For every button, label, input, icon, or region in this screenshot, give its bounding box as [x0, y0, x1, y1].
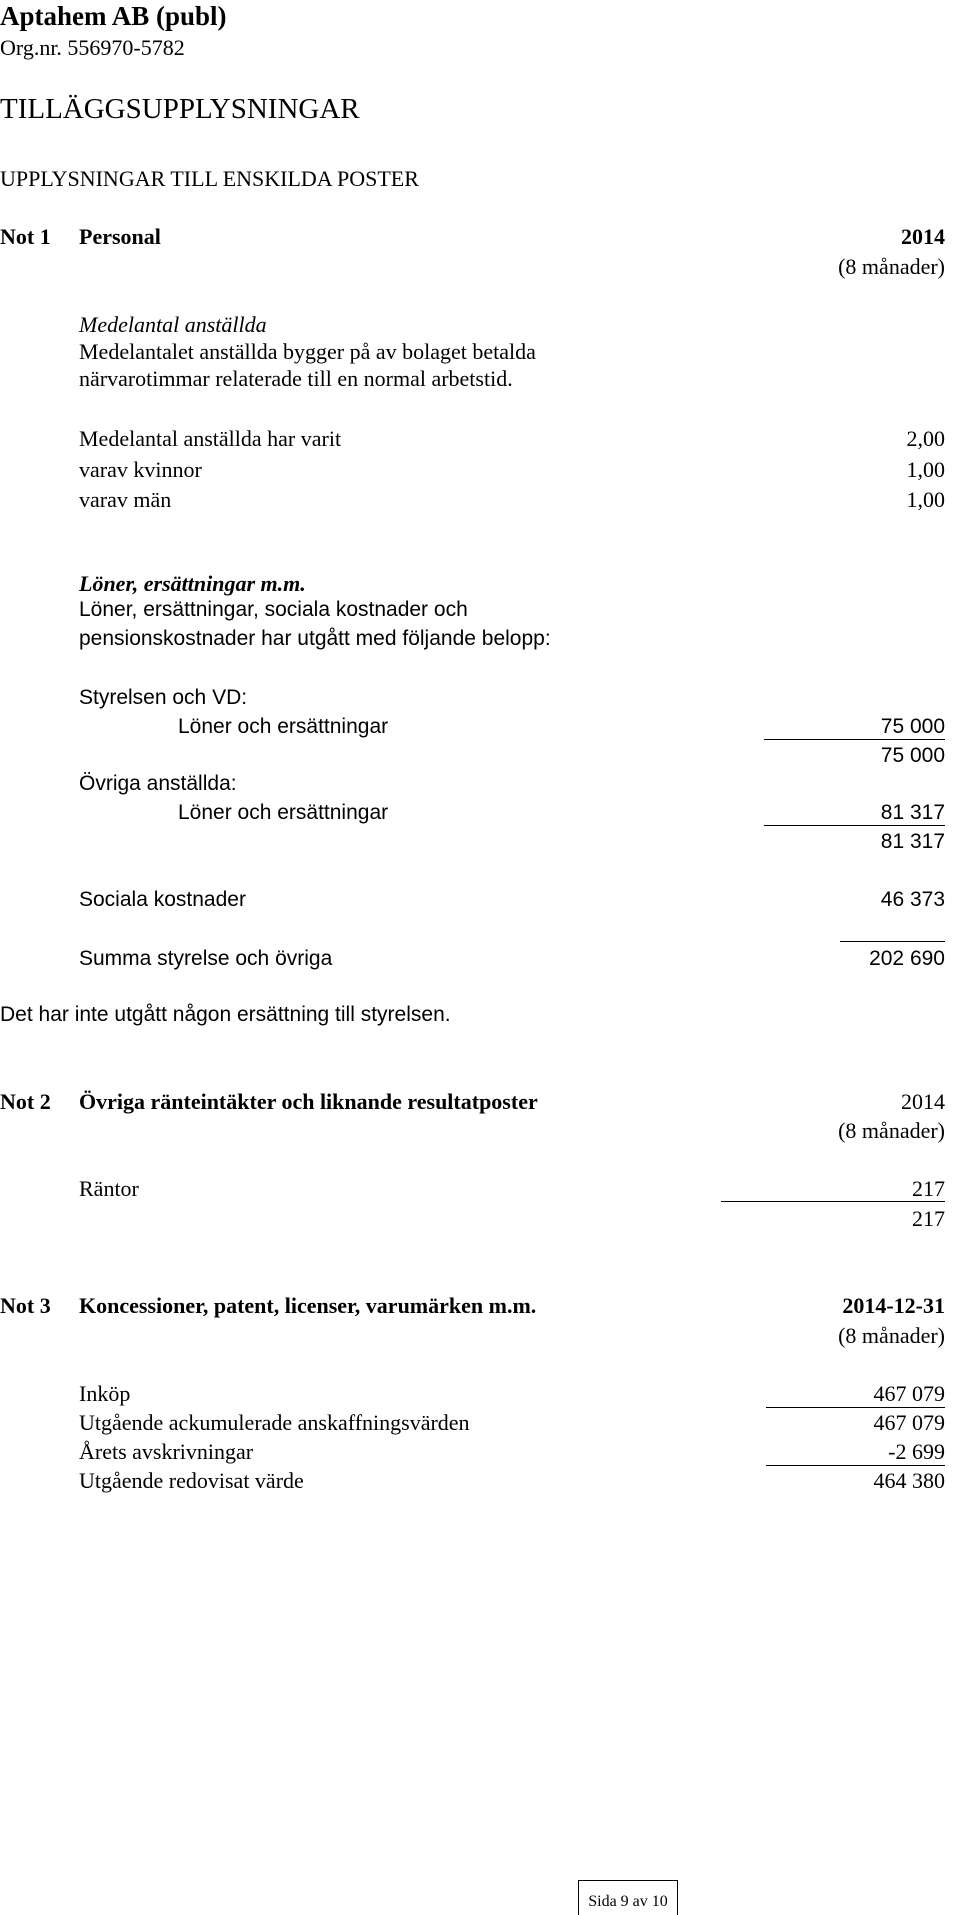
not3-date: 2014-12-31	[842, 1293, 945, 1318]
inkop-rule	[766, 1407, 945, 1408]
styrelse-label: Styrelsen och VD:	[79, 686, 248, 709]
rantor-rule	[721, 1201, 945, 1202]
loner-text-line2: pensionskostnader har utgått med följande belopp:	[79, 627, 551, 650]
styrelse-total-rule	[764, 739, 945, 740]
man-row-label: varav män	[79, 487, 172, 512]
styrelse-total: 75 000	[880, 744, 945, 767]
utg-ackumulerade-label: Utgående ackumulerade anskaffningsvärden	[79, 1410, 470, 1435]
not2-period: (8 månader)	[838, 1118, 945, 1143]
avskrivningar-label: Årets avskrivningar	[79, 1439, 254, 1464]
not1-year: 2014	[901, 224, 945, 249]
not2-year: 2014	[901, 1089, 945, 1114]
not1-number: Not 1	[0, 224, 51, 249]
sociala-value: 46 373	[880, 888, 945, 911]
loner-text-line1: Löner, ersättningar, sociala kostnader och	[79, 598, 468, 621]
not2-title: Övriga ränteintäkter och liknande resultatposter	[79, 1089, 538, 1114]
company-name: Aptahem AB (publ)	[0, 1, 227, 31]
not3-number: Not 3	[0, 1293, 51, 1318]
ovriga-total: 81 317	[880, 830, 945, 853]
summa-value: 202 690	[869, 947, 945, 970]
kvinnor-row-label: varav kvinnor	[79, 457, 202, 482]
inkop-value: 467 079	[873, 1381, 945, 1406]
rantor-total: 217	[912, 1206, 945, 1231]
utg-ackumulerade-value: 467 079	[873, 1410, 945, 1435]
rantor-label: Räntor	[79, 1176, 139, 1201]
loner-heading: Löner, ersättningar m.m.	[79, 571, 306, 596]
medelantal-text-line2: närvarotimmar relaterade till en normal arbetstid.	[79, 366, 513, 391]
medelantal-row-label: Medelantal anställda har varit	[79, 426, 342, 451]
utg-redovisat-label: Utgående redovisat värde	[79, 1468, 304, 1493]
rantor-value: 217	[912, 1176, 945, 1201]
not3-period: (8 månader)	[838, 1323, 945, 1348]
sociala-label: Sociala kostnader	[79, 888, 246, 911]
styrelse-note: Det har inte utgått någon ersättning till styrelsen.	[0, 1003, 451, 1026]
not1-period: (8 månader)	[838, 254, 945, 279]
styrelse-row-value: 75 000	[880, 715, 945, 738]
summa-label: Summa styrelse och övriga	[79, 947, 333, 970]
org-number: Org.nr. 556970-5782	[0, 35, 185, 60]
medelantal-text-line1: Medelantalet anställda bygger på av bolaget betalda	[79, 339, 536, 364]
ovriga-row-value: 81 317	[880, 801, 945, 824]
ovriga-total-rule	[764, 825, 945, 826]
section-title: TILLÄGGSUPPLYSNINGAR	[0, 93, 360, 125]
man-row-value: 1,00	[906, 487, 945, 512]
medelantal-heading: Medelantal anställda	[79, 312, 267, 337]
page-number: Sida 9 av 10	[588, 1893, 668, 1910]
not2-number: Not 2	[0, 1089, 51, 1114]
subsection-title: UPPLYSNINGAR TILL ENSKILDA POSTER	[0, 166, 419, 191]
not1-title: Personal	[79, 224, 161, 249]
summa-rule	[840, 941, 945, 942]
kvinnor-row-value: 1,00	[906, 457, 945, 482]
avskrivningar-value: -2 699	[888, 1439, 945, 1464]
utg-redovisat-value: 464 380	[873, 1468, 945, 1493]
inkop-label: Inköp	[79, 1381, 131, 1406]
medelantal-row-value: 2,00	[906, 426, 945, 451]
not3-title: Koncessioner, patent, licenser, varumärken m.m.	[79, 1293, 537, 1318]
avskrivningar-rule	[766, 1465, 945, 1466]
styrelse-row-label: Löner och ersättningar	[178, 715, 389, 738]
ovriga-row-label: Löner och ersättningar	[178, 801, 389, 824]
ovriga-label: Övriga anställda:	[79, 772, 237, 795]
